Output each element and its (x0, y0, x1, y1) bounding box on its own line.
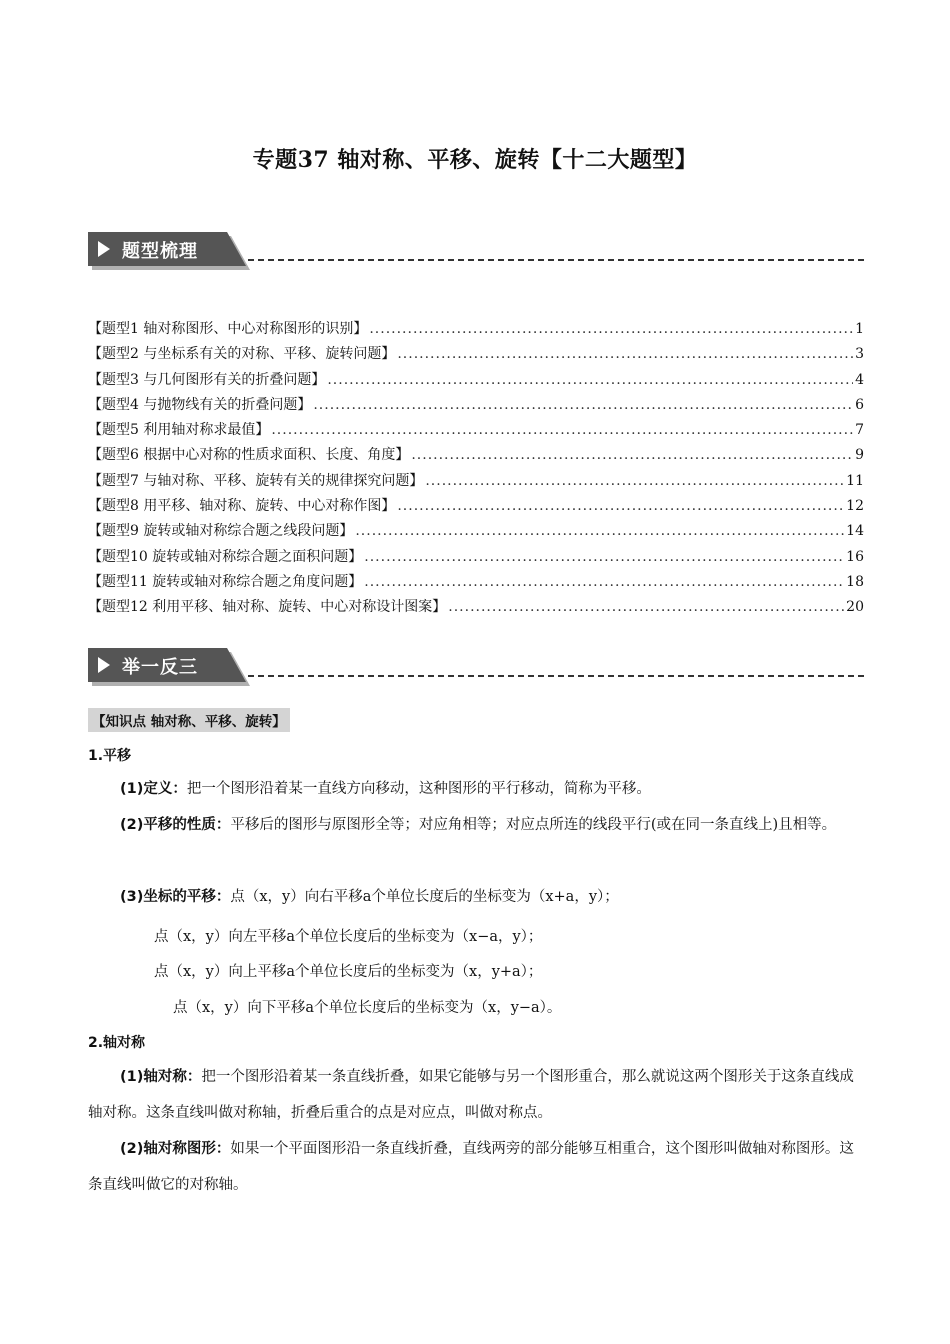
toc-entry-title: 【题型2 与坐标系有关的对称、平移、旋转问题】 (88, 346, 396, 363)
coordinate-rule-up: 点（x，y）向上平移a个单位长度后的坐标变为（x，y+a）； (154, 964, 543, 980)
toc-entry[interactable] (88, 520, 864, 545)
toc-leader (355, 523, 844, 539)
coordinate-rule-left: 点（x，y）向左平移a个单位长度后的坐标变为（x−a，y）； (154, 929, 543, 945)
toc-entry[interactable] (88, 596, 864, 621)
toc-leader (448, 599, 844, 615)
table-of-contents (88, 318, 864, 622)
toc-entry[interactable] (88, 571, 864, 596)
knowledge-point-heading: 【知识点 轴对称、平移、旋转】 (88, 708, 290, 732)
toc-entry-title: 【题型11 旋转或轴对称综合题之角度问题】 (88, 573, 363, 590)
banner-label: 举一反三 (122, 657, 198, 678)
play-arrow-icon (98, 657, 110, 673)
toc-entry-page: 11 (846, 472, 864, 489)
paragraph-text: 把一个图形沿着某一条直线折叠，如果它能够与另一个图形重合，那么就说这两个图形关于这条直线成轴对称。这条直线叫做对称轴，折叠后重合的点是对应点，叫做对称点。 (88, 1069, 854, 1121)
toc-entry[interactable] (88, 343, 864, 368)
toc-leader (327, 372, 853, 388)
toc-entry-page: 20 (846, 599, 864, 616)
toc-entry-title: 【题型5 利用轴对称求最值】 (88, 422, 270, 439)
toc-leader (313, 397, 853, 413)
paragraph-label: (2)轴对称图形： (120, 1141, 231, 1157)
toc-entry-page: 6 (855, 396, 864, 413)
toc-entry[interactable] (88, 419, 864, 444)
toc-entry-page: 12 (846, 498, 864, 515)
toc-entry[interactable] (88, 369, 864, 394)
toc-entry[interactable] (88, 495, 864, 520)
toc-entry-title: 【题型3 与几何图形有关的折叠问题】 (88, 371, 326, 388)
paragraph-text: 把一个图形沿着某一直线方向移动，这种图形的平行移动，简称为平移。 (186, 781, 651, 797)
toc-entry-title: 【题型6 根据中心对称的性质求面积、长度、角度】 (88, 447, 410, 464)
paragraph-label: (1)轴对称： (120, 1069, 202, 1085)
toc-entry[interactable] (88, 394, 864, 419)
toc-entry-page: 18 (846, 573, 864, 590)
section-banner-topics (88, 232, 864, 272)
paragraph-label: (1)定义： (120, 781, 187, 797)
toc-leader (364, 549, 844, 565)
toc-entry-title: 【题型9 旋转或轴对称综合题之线段问题】 (88, 523, 354, 540)
section-heading-translation: 1.平移 (88, 748, 132, 764)
toc-entry-title: 【题型4 与抛物线有关的折叠问题】 (88, 396, 312, 413)
toc-entry[interactable] (88, 546, 864, 571)
dash-divider (248, 259, 864, 261)
page-title: 专题37 轴对称、平移、旋转【十二大题型】 (252, 147, 698, 173)
toc-entry[interactable] (88, 318, 864, 343)
toc-entry-title: 【题型8 用平移、轴对称、旋转、中心对称作图】 (88, 498, 396, 515)
section-heading-axial-symmetry: 2.轴对称 (88, 1035, 146, 1051)
toc-entry-page: 7 (855, 422, 864, 439)
toc-entry-page: 4 (855, 371, 864, 388)
paragraph-axial-symmetry (88, 1059, 864, 1131)
toc-entry-page: 16 (846, 548, 864, 565)
toc-leader (364, 574, 844, 590)
toc-entry-page: 14 (846, 523, 864, 540)
toc-entry[interactable] (88, 470, 864, 495)
paragraph-text: 平移后的图形与原图形全等；对应角相等；对应点所连的线段平行(或在同一条直线上)且相等。 (230, 817, 837, 833)
coordinate-rule-down: 点（x，y）向下平移a个单位长度后的坐标变为（x，y−a）。 (173, 1000, 562, 1016)
toc-entry[interactable] (88, 444, 864, 469)
paragraph-text: 点（x，y）向右平移a个单位长度后的坐标变为（x+a，y）； (230, 889, 619, 905)
play-arrow-icon (98, 241, 110, 257)
toc-entry-page: 3 (855, 346, 864, 363)
dash-divider (248, 675, 864, 677)
banner-label: 题型梳理 (122, 241, 198, 262)
toc-entry-title: 【题型7 与轴对称、平移、旋转有关的规律探究问题】 (88, 472, 424, 489)
toc-leader (411, 447, 853, 463)
toc-leader (397, 498, 844, 514)
toc-entry-title: 【题型1 轴对称图形、中心对称图形的识别】 (88, 321, 368, 337)
toc-leader (271, 422, 853, 438)
paragraph-axisymmetric-figure (88, 1131, 864, 1203)
toc-leader (369, 321, 853, 337)
paragraph-definition (88, 771, 864, 807)
section-banner-examples (88, 648, 864, 688)
toc-entry-title: 【题型12 利用平移、轴对称、旋转、中心对称设计图案】 (88, 599, 447, 616)
paragraph-label: (2)平移的性质： (120, 817, 231, 833)
paragraph-label: (3)坐标的平移： (120, 889, 231, 905)
toc-leader (425, 473, 844, 489)
paragraph-text: 如果一个平面图形沿一条直线折叠，直线两旁的部分能够互相重合，这个图形叫做轴对称图形。这条直线叫做它的对称轴。 (88, 1141, 854, 1193)
paragraph-properties (88, 807, 864, 843)
toc-leader (397, 346, 853, 362)
toc-entry-page: 1 (855, 321, 864, 337)
toc-entry-page: 9 (855, 447, 864, 464)
paragraph-coordinate-translation (88, 879, 864, 915)
toc-entry-title: 【题型10 旋转或轴对称综合题之面积问题】 (88, 548, 363, 565)
